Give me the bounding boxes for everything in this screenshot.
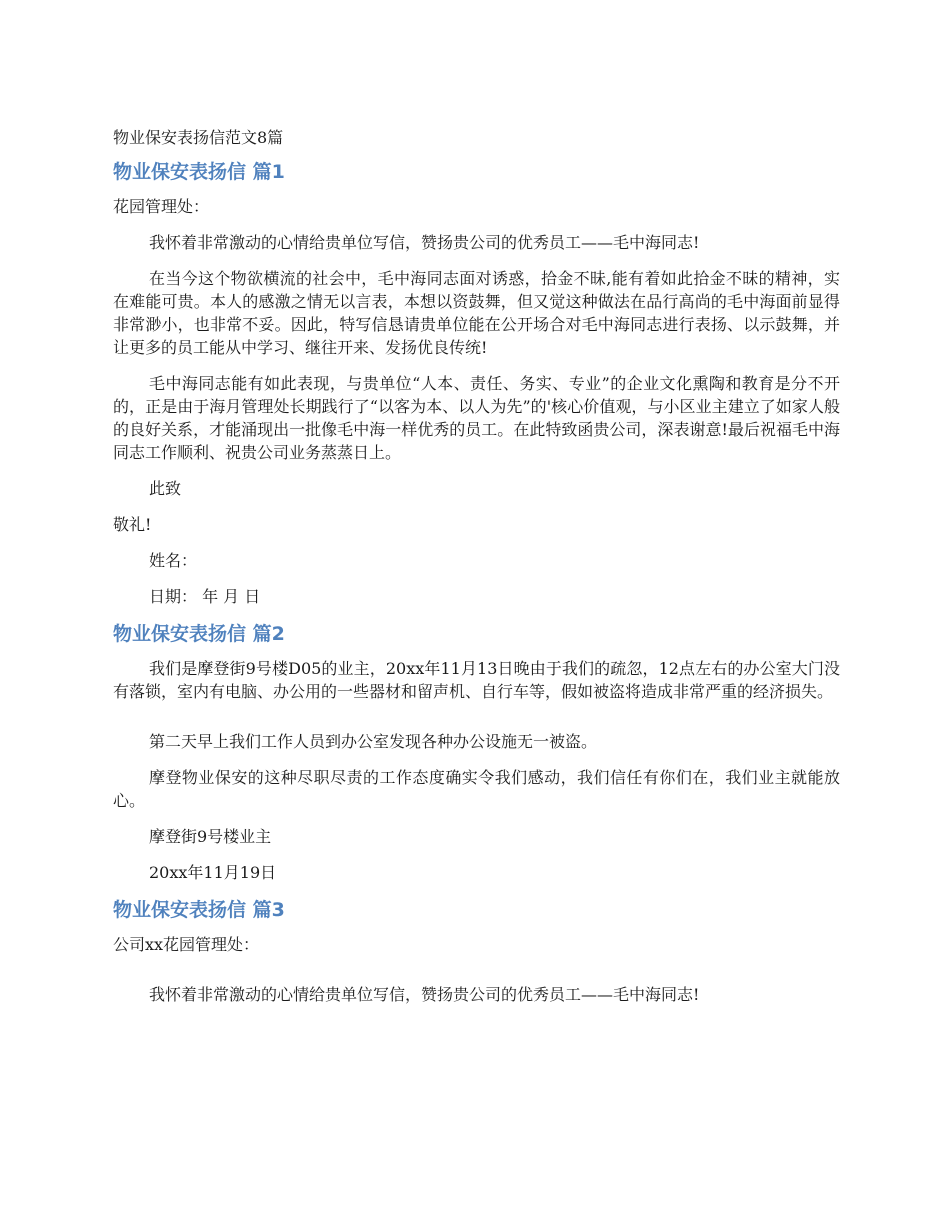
body-paragraph: 毛中海同志能有如此表现，与贵单位“人本、责任、务实、专业”的企业文化熏陶和教育是分不开的，正是由于海月管理处长期践行了“以客为本、以人为先”的'核心价值观，与小区业主建立了如家人般的良好关系，才能涌现出一批像毛中海一样优秀的员工。在此特致函贵公司，深表谢意!最后祝福毛中海同志工作顺利、祝贵公司业务蒸蒸日上。 xyxy=(113,374,840,462)
salutation: 花园管理处： xyxy=(113,197,210,216)
body-paragraph: 我怀着非常激动的心情给贵单位写信，赞扬贵公司的优秀员工——毛中海同志! xyxy=(149,985,700,1004)
signature-name: 姓名： xyxy=(149,551,198,570)
closing-line: 此致 xyxy=(149,479,182,498)
document-page xyxy=(113,127,840,1019)
section-1 xyxy=(113,159,840,608)
closing-salute: 敬礼! xyxy=(113,515,152,534)
body-paragraph: 摩登物业保安的这种尽职尽责的工作态度确实令我们感动，我们信任有你们在，我们业主就能放心。 xyxy=(113,768,840,810)
section-heading: 物业保安表扬信 篇2 xyxy=(113,623,285,645)
signature-date: 日期： 年 月 日 xyxy=(149,587,261,606)
body-paragraph: 我怀着非常激动的心情给贵单位写信，赞扬贵公司的优秀员工——毛中海同志! xyxy=(149,233,700,252)
salutation: 公司xx花园管理处： xyxy=(113,935,260,954)
signature-date: 20xx年11月19日 xyxy=(149,863,277,882)
body-paragraph: 在当今这个物欲横流的社会中，毛中海同志面对诱惑，拾金不昧,能有着如此拾金不昧的精神，实在难能可贵。本人的感激之情无以言表，本想以资鼓舞，但又觉这种做法在品行高尚的毛中海面前显得非常渺小，也非常不妥。因此，特写信恳请贵单位能在公开场合对毛中海同志进行表扬、以示鼓舞，并让更多的员工能从中学习、继往开来、发扬优良传统! xyxy=(113,269,840,357)
section-heading: 物业保安表扬信 篇1 xyxy=(113,161,285,183)
body-paragraph: 我们是摩登街9号楼D05的业主，20xx年11月13日晚由于我们的疏忽，12点左右的办公室大门没有落锁，室内有电脑、办公用的一些器材和留声机、自行车等，假如被盗将造成非常严重的经济损失。 xyxy=(113,659,840,701)
section-2 xyxy=(113,621,840,884)
section-3 xyxy=(113,897,840,1006)
section-heading: 物业保安表扬信 篇3 xyxy=(113,899,285,921)
document-title: 物业保安表扬信范文8篇 xyxy=(113,128,284,147)
body-paragraph: 第二天早上我们工作人员到办公室发现各种办公设施无一被盗。 xyxy=(149,732,598,751)
signature-name: 摩登街9号楼业主 xyxy=(149,827,272,846)
